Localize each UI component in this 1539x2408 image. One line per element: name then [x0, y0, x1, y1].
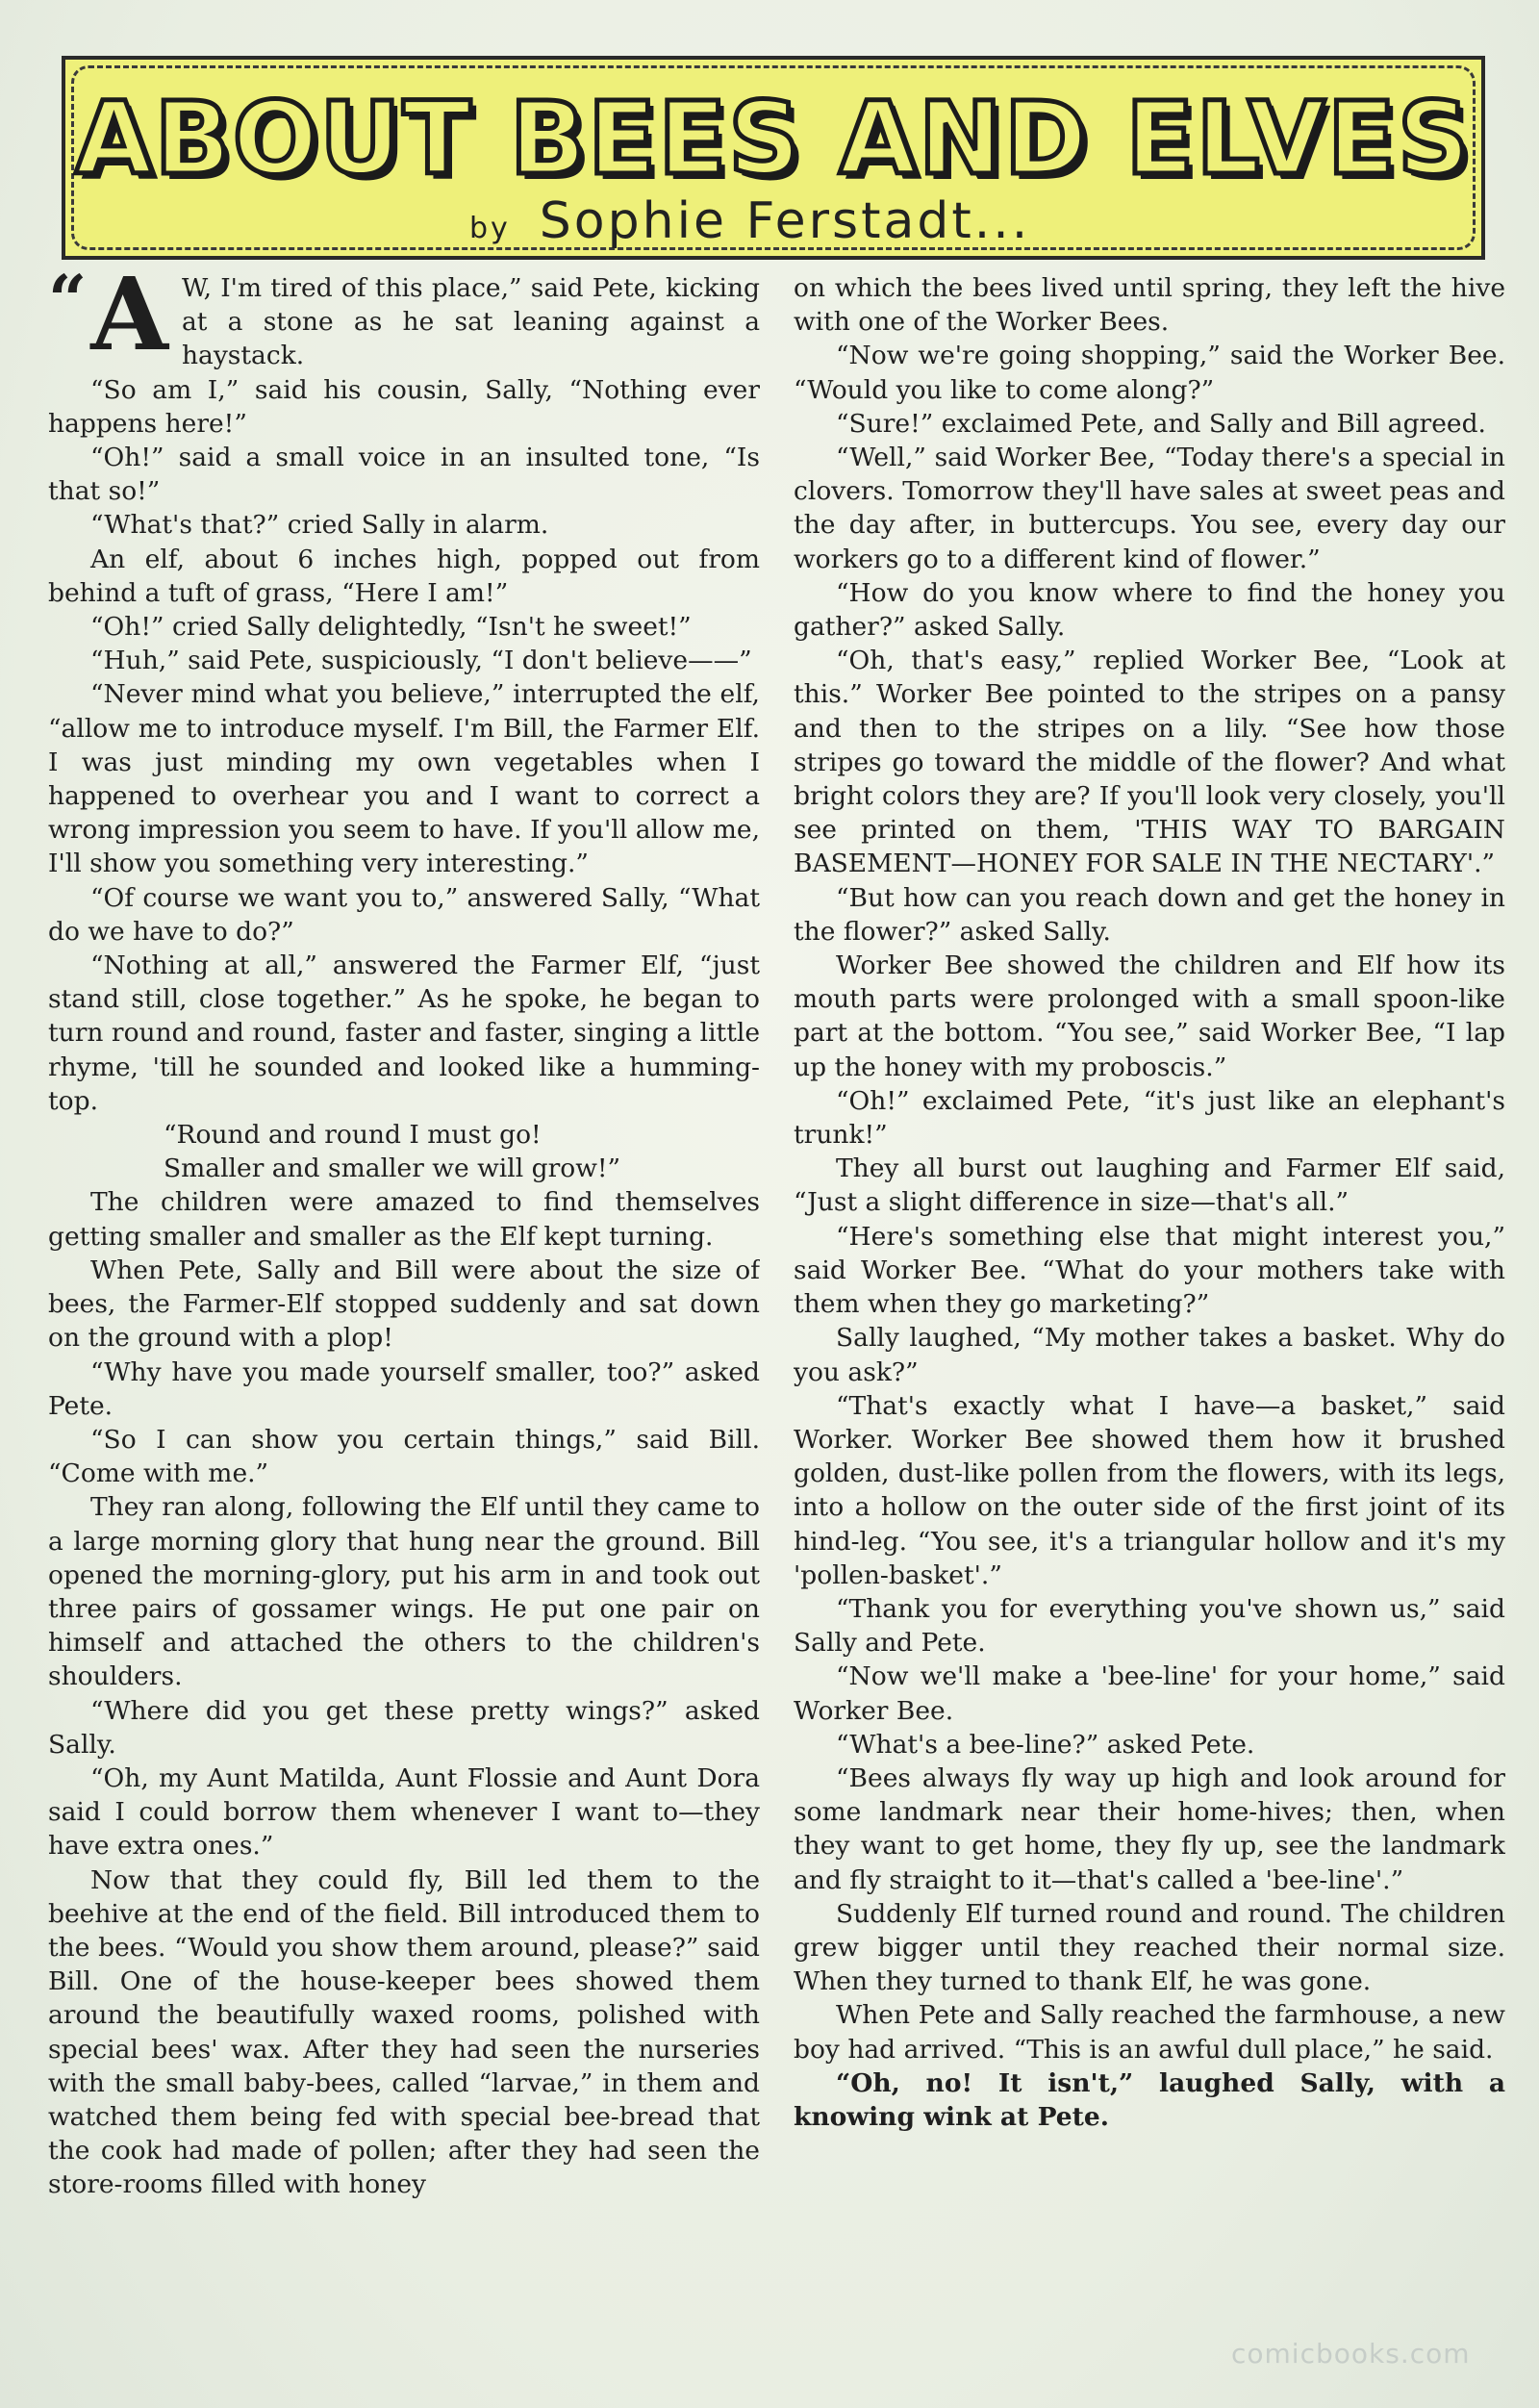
paragraph: Now that they could fly, Bill led them to the beehive at the end of the field. Bill introduced them to the bees. “Would you show them around, please?” said Bill. One of the house-keeper bees showed them around the beautifully waxed rooms, polished with special bees' wax. After they had seen the nurseries with the small baby-bees, called “larvae,” in them and watched them being fed with special bee-bread that the cook had made of pollen; after they had seen the store-rooms filled with honey	[48, 1864, 760, 2200]
paragraph: “Of course we want you to,” answered Sally, “What do we have to do?”	[48, 882, 760, 947]
paragraph: “Well,” said Worker Bee, “Today there's a special in clovers. Tomorrow they'll have sales at sweet peas and the day after, in buttercups. You see, every day our workers go to a different kind of flower.”	[794, 443, 1505, 574]
paragraph: “Oh!” cried Sally delightedly, “Isn't he sweet!”	[90, 612, 692, 643]
paragraph: “Oh!” exclaimed Pete, “it's just like an elephant's trunk!”	[794, 1085, 1505, 1151]
paragraph: “How do you know where to find the honey you gather?” asked Sally.	[794, 577, 1505, 643]
paragraph: “Oh, that's easy,” replied Worker Bee, “Look at this.” Worker Bee pointed to the stripes on a pansy and then to the stripes on a lily. “See how those stripes go toward the middle of the flower? And what bright colors they are? If you'll look very closely, you'll see printed on them, 'THIS WAY TO BARGAIN BASEMENT—HONEY FOR SALE IN THE NECTARY'.”	[794, 646, 1505, 879]
paragraph: “Oh!” said a small voice in an insulted tone, “Is that so!”	[48, 443, 760, 507]
rhyme-line: “Round and round I must go!	[164, 1120, 542, 1151]
paragraph: “Oh, my Aunt Matilda, Aunt Flossie and Aunt Dora said I could borrow them whenever I want to—they have extra ones.”	[48, 1762, 760, 1862]
paragraph: “Where did you get these pretty wings?” asked Sally.	[48, 1695, 760, 1760]
drop-quote: “	[48, 271, 88, 340]
paragraph: “Now we'll make a 'bee-line' for your home,” said Worker Bee.	[794, 1661, 1505, 1726]
story-title: ABOUT BEES AND ELVES	[75, 80, 1472, 197]
paragraph: “Why have you made yourself smaller, too?” asked Pete.	[48, 1356, 760, 1421]
paragraph: “What's that?” cried Sally in alarm.	[90, 510, 549, 541]
paragraph	[48, 271, 760, 373]
paragraph: “Nothing at all,” answered the Farmer Elf, “just stand still, close together.” As he spoke, he began to turn round and round, faster and faster, singing a little rhyme, 'till he sounded and looked like a humming-top.	[48, 951, 760, 1116]
paragraph-text: W, I'm tired of this place,” said Pete, kicking at a stone as he sat leaning against a haystack.	[181, 273, 760, 371]
paragraph: “But how can you reach down and get the honey in the flower?” asked Sally.	[794, 882, 1505, 947]
paragraph: “Oh, no! It isn't,” laughed Sally, with a knowing wink at Pete.	[794, 2067, 1505, 2132]
paragraph: Sally laughed, “My mother takes a basket. Why do you ask?”	[794, 1323, 1505, 1387]
paragraph: When Pete, Sally and Bill were about the size of bees, the Farmer-Elf stopped suddenly and sat down on the ground with a plop!	[48, 1255, 760, 1354]
paragraph: “Never mind what you believe,” interrupted the elf, “allow me to introduce myself. I'm Bill, the Farmer Elf. I was just minding my own vegetables when I happened to overhear you and I want to correct a wrong impression you seem to have. If you'll allow me, I'll show you something very interesting.”	[48, 679, 760, 879]
left-column	[48, 271, 760, 2320]
right-column	[794, 271, 1505, 2320]
byline-by: by	[469, 212, 511, 245]
site-watermark: comicbooks.com	[1231, 2338, 1471, 2370]
paragraph: They ran along, following the Elf until they came to a large morning glory that hung near the ground. Bill opened the morning-glory, put his arm in and took out three pairs of gossamer wings. He put one pair on himself and attached the others to the children's shoulders.	[48, 1492, 760, 1692]
paragraph: “Now we're going shopping,” said the Worker Bee. “Would you like to come along?”	[794, 341, 1505, 405]
paragraph: The children were amazed to find themselves getting smaller and smaller as the Elf kept turning.	[48, 1187, 760, 1252]
paragraph: When Pete and Sally reached the farmhouse, a new boy had arrived. “This is an awful dull place,” he said.	[794, 2000, 1505, 2065]
paragraph: “Here's something else that might interest you,” said Worker Bee. “What do your mothers take with them when they go marketing?”	[794, 1221, 1505, 1320]
paragraph: “So I can show you certain things,” said Bill. “Come with me.”	[48, 1424, 760, 1489]
drop-cap: A	[90, 271, 168, 373]
paragraph: “That's exactly what I have—a basket,” said Worker. Worker Bee showed them how it brushed golden, dust-like pollen from the flowers, with its legs, into a hollow on the outer side of the first joint of its hind-leg. “You see, it's a triangular hollow and it's my 'pollen-basket'.”	[794, 1390, 1505, 1590]
paragraph: Suddenly Elf turned round and round. The children grew bigger until they reached their normal size. When they turned to thank Elf, he was gone.	[794, 1898, 1505, 1997]
paragraph: “Bees always fly way up high and look around for some landmark near their home-hives; then, when they want to get home, they fly up, see the landmark and fly straight to it—that's called a 'bee-line'.”	[794, 1762, 1505, 1895]
paragraph: on which the bees lived until spring, they left the hive with one of the Worker Bees.	[794, 273, 1505, 338]
paragraph: Worker Bee showed the children and Elf how its mouth parts were prolonged with a small spoon-like part at the bottom. “You see,” said Worker Bee, “I lap up the honey with my proboscis.”	[794, 951, 1505, 1082]
paragraph: “So am I,” said his cousin, Sally, “Nothing ever happens here!”	[48, 374, 760, 439]
paragraph: “What's a bee-line?” asked Pete.	[836, 1729, 1255, 1760]
paragraph: “Huh,” said Pete, suspiciously, “I don't believe——”	[90, 646, 752, 676]
paragraph: “Thank you for everything you've shown us,” said Sally and Pete.	[794, 1593, 1505, 1659]
paragraph: An elf, about 6 inches high, popped out from behind a tuft of grass, “Here I am!”	[48, 544, 760, 608]
rhyme-line: Smaller and smaller we will grow!”	[164, 1153, 621, 1184]
title-banner	[62, 56, 1485, 260]
paragraph: They all burst out laughing and Farmer Elf said, “Just a slight difference in size—that's all.”	[794, 1153, 1505, 1218]
paragraph: “Sure!” exclaimed Pete, and Sally and Bill agreed.	[836, 408, 1486, 439]
author-name: Sophie Ferstadt...	[539, 192, 1031, 250]
byline	[469, 192, 1030, 258]
